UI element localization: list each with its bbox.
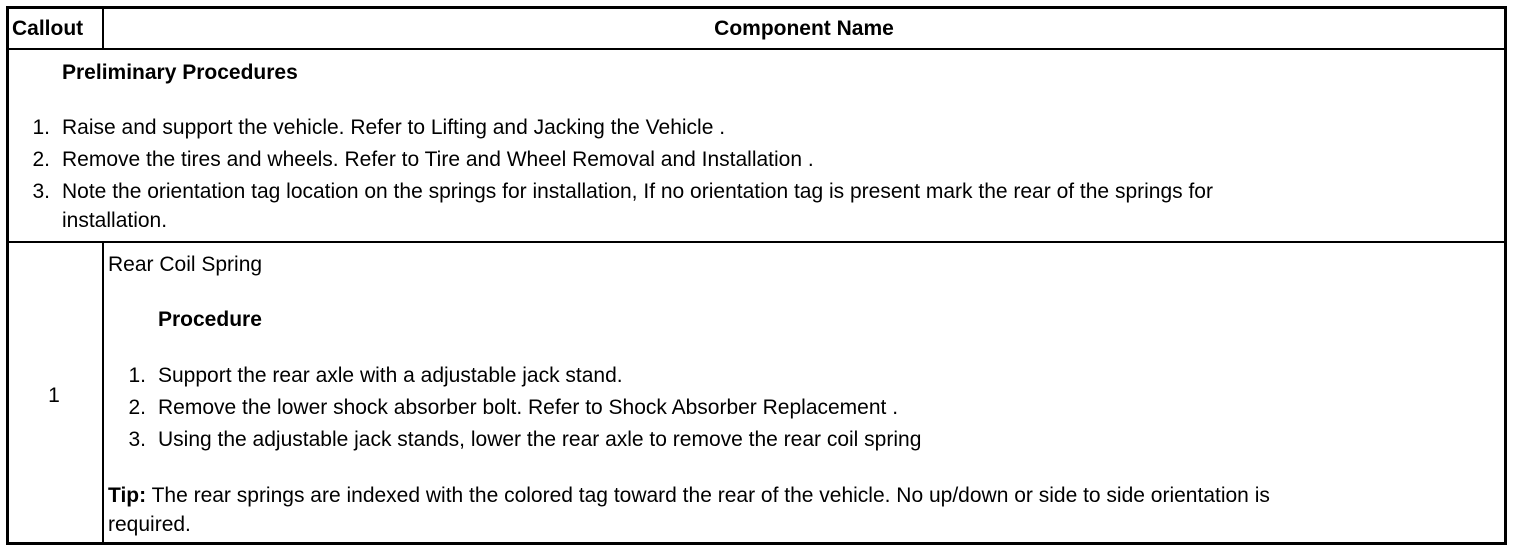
procedure-step-text: Remove the lower shock absorber bolt. Refer to Shock Absorber Replacement .: [158, 396, 899, 419]
component-name: Rear Coil Spring: [108, 253, 263, 276]
callout-header: Callout: [12, 17, 84, 40]
preliminary-step-text: Note the orientation tag location on the springs for installation, If no orientation tag is present mark the rear of the springs for: [62, 180, 1213, 203]
preliminary-step-number: 3.: [32, 180, 50, 203]
tip-body: The rear springs are indexed with the colored tag toward the rear of the vehicle. No up/down or side to side orientation is: [146, 484, 1270, 507]
procedure-title: Procedure: [158, 308, 262, 331]
tip-label: Tip:: [108, 484, 147, 507]
preliminary-step-number: 2.: [32, 148, 50, 171]
preliminary-title: Preliminary Procedures: [62, 61, 298, 84]
component-name-header: Component Name: [714, 17, 894, 40]
tip-text-continued: required.: [108, 513, 191, 536]
procedure-table: [6, 6, 1507, 545]
procedure-step-number: 1.: [128, 364, 146, 387]
procedure-step-text: Using the adjustable jack stands, lower the rear axle to remove the rear coil spring: [158, 428, 922, 451]
procedure-step-text: Support the rear axle with a adjustable jack stand.: [158, 364, 623, 387]
preliminary-step-number: 1.: [32, 116, 50, 139]
procedure-step-number: 2.: [128, 396, 146, 419]
preliminary-step-text-continued: installation.: [62, 209, 168, 232]
preliminary-step-text: Remove the tires and wheels. Refer to Tire and Wheel Removal and Installation .: [62, 148, 814, 171]
procedure-step-number: 3.: [128, 428, 146, 451]
header-divider: [9, 48, 1504, 50]
row-column-divider: [102, 243, 104, 542]
preliminary-divider: [9, 241, 1504, 243]
tip-text: [108, 480, 1270, 512]
callout-number: 1: [48, 384, 60, 407]
preliminary-step-text: Raise and support the vehicle. Refer to Lifting and Jacking the Vehicle .: [62, 116, 726, 139]
